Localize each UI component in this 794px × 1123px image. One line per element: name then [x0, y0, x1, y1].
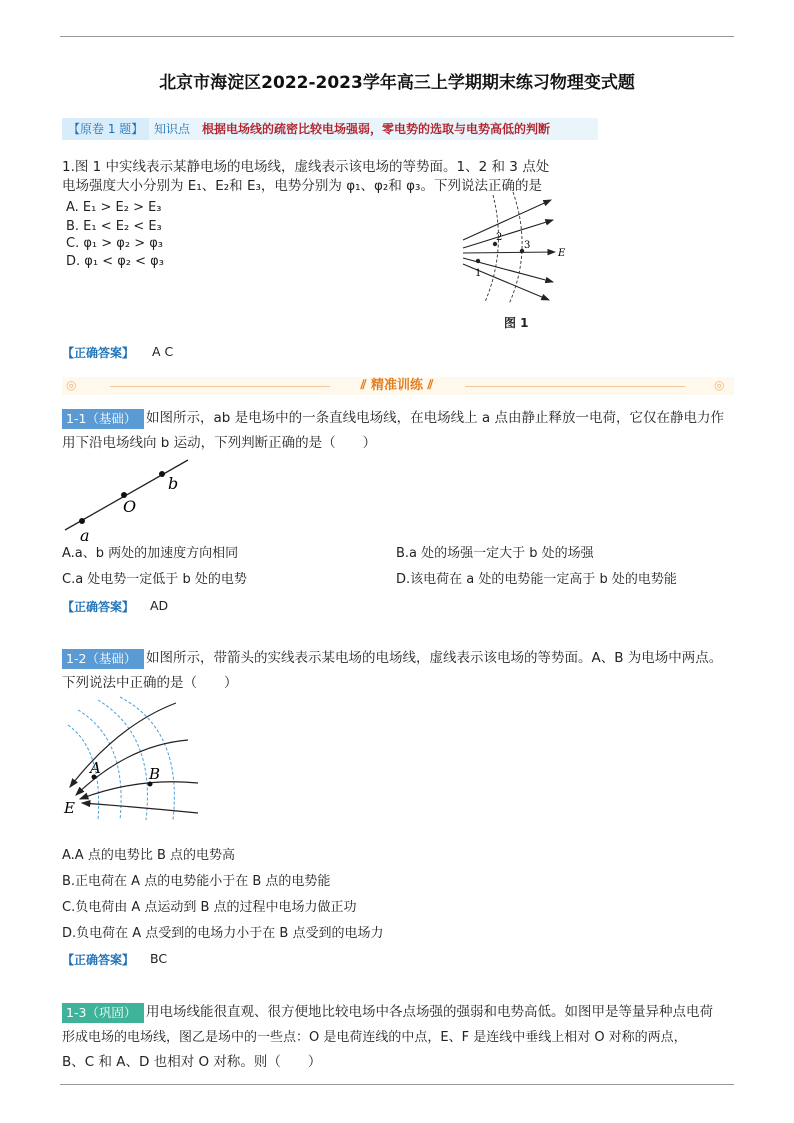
- q1-line2: 用下沿电场线向 b 运动，下列判断正确的是（ ）: [62, 435, 377, 451]
- knowledge-point-label: 知识点: [154, 122, 191, 136]
- section-ornament-left: ◎: [66, 378, 77, 392]
- q2-answer-label: 【正确答案】: [62, 953, 135, 967]
- q2-option-c: C.负电荷由 A 点运动到 B 点的过程中电场力做正功: [62, 900, 357, 915]
- q3-line2: 形成电场的电场线，图乙是场中的一些点：O 是电荷连线的中点，E、F 是连线中垂线上相对 O 对称的两点，: [62, 1030, 687, 1045]
- q2-fig-label-e: E: [64, 799, 75, 817]
- original-option-c: C. φ₁ > φ₂ > φ₃: [66, 236, 164, 251]
- q1-fig-label-o: O: [123, 497, 137, 516]
- q3-line1: 用电场线能很直观、很方便地比较电场中各点场强的强弱和电势高低。如图甲是等量异种点电荷: [146, 1004, 713, 1020]
- q1-answer-value: AD: [150, 598, 169, 613]
- original-stem-line2: 电场强度大小分别为 E₁、E₂和 E₃，电势分别为 φ₁、φ₂和 φ₃。下列说法正确的是: [62, 178, 542, 194]
- knowledge-point-text: 根据电场线的疏密比较电场强弱，零电势的选取与电势高低的判断: [202, 122, 551, 136]
- q1-option-d: D.该电荷在 a 处的电势能一定高于 b 处的电势能: [396, 572, 677, 587]
- q2-badge: 1-2（基础）: [62, 649, 144, 669]
- q1-option-b: B.a 处的场强一定大于 b 处的场强: [396, 546, 594, 561]
- q1-line1: 如图所示，ab 是电场中的一条直线电场线，在电场线上 a 点由静止释放一电荷，它仅在静电力作: [146, 410, 724, 426]
- q1-option-c: C.a 处电势一定低于 b 处的电势: [62, 572, 247, 587]
- q2-line1: 如图所示，带箭头的实线表示某电场的电场线，虚线表示该电场的等势面。A、B 为电场中两点。: [146, 650, 723, 666]
- figure-q1-line: [60, 455, 200, 545]
- q2-option-a: A.A 点的电势比 B 点的电势高: [62, 848, 236, 863]
- figure-q2-field: [58, 695, 208, 825]
- figure-1-label-1: 1: [475, 268, 482, 279]
- q2-option-d: D.负电荷在 A 点受到的电场力小于在 B 点受到的电场力: [62, 926, 384, 941]
- original-answer-value: A C: [152, 344, 174, 359]
- original-option-b: B. E₁ < E₂ < E₃: [66, 219, 162, 234]
- section-flourish-right-icon: ⫽: [423, 378, 434, 393]
- original-option-d: D. φ₁ < φ₂ < φ₃: [66, 254, 164, 269]
- original-option-a: A. E₁ > E₂ > E₃: [66, 200, 162, 215]
- figure-1-field-lines: [455, 190, 585, 305]
- q2-fig-label-a: A: [90, 759, 101, 777]
- original-stem-line1: 1.图 1 中实线表示某静电场的电场线，虚线表示该电场的等势面。1、2 和 3 点处: [62, 159, 550, 175]
- original-answer-label: 【正确答案】: [62, 346, 135, 360]
- q2-option-b: B.正电荷在 A 点的电势能小于在 B 点的电势能: [62, 874, 331, 889]
- figure-1-label-2: 2: [496, 232, 503, 243]
- q3-badge: 1-3（巩固）: [62, 1003, 144, 1023]
- q2-fig-label-b: B: [149, 765, 161, 783]
- q3-line3: B、C 和 A、D 也相对 O 对称。则（ ）: [62, 1054, 322, 1070]
- original-question-tag: 【原卷 1 题】: [62, 118, 149, 140]
- top-rule: [60, 36, 734, 37]
- section-flourish-left-icon: ⫽: [360, 378, 371, 393]
- figure-1-label-3: 3: [524, 240, 531, 251]
- bottom-rule: [60, 1084, 734, 1085]
- q2-answer-value: BC: [150, 951, 168, 966]
- q1-option-a: A.a、b 两处的加速度方向相同: [62, 546, 239, 561]
- q1-fig-label-a: a: [80, 526, 90, 545]
- page-title: 北京市海淀区2022-2023学年高三上学期期末练习物理变式题: [159, 73, 635, 93]
- figure-1-label-e: E: [558, 248, 566, 259]
- section-ornament-right: ◎: [714, 378, 725, 392]
- q1-fig-label-b: b: [168, 474, 179, 493]
- q2-line2: 下列说法中正确的是（ ）: [62, 675, 238, 691]
- q1-badge: 1-1（基础）: [62, 409, 144, 429]
- figure-1-caption: 图 1: [504, 316, 529, 330]
- section-title: [0, 377, 794, 395]
- section-title-text: 精准训练: [370, 378, 423, 393]
- q1-answer-label: 【正确答案】: [62, 600, 135, 614]
